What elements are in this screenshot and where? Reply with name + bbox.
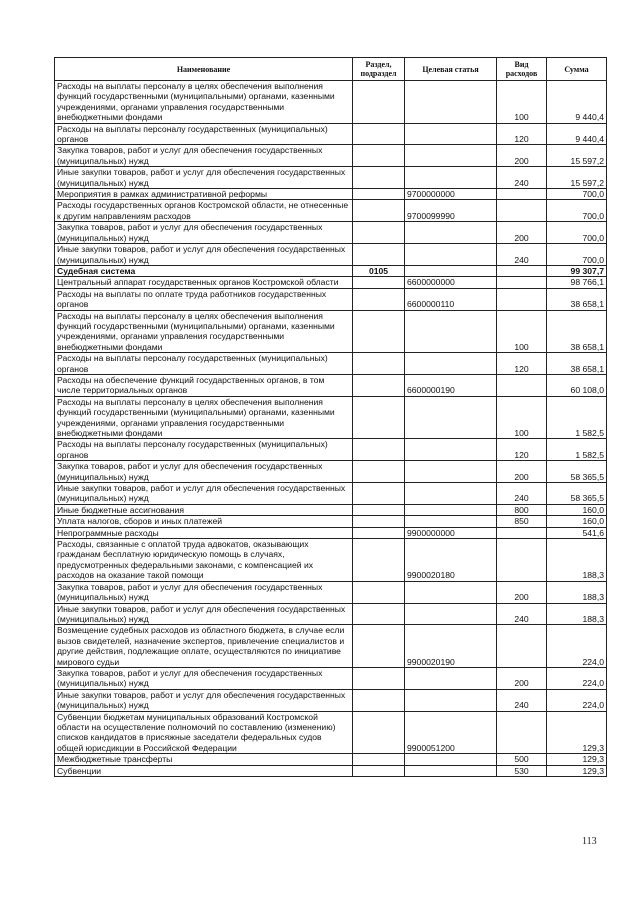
- table-row: [55, 244, 607, 266]
- table-row: [55, 123, 607, 145]
- cell-section: [353, 711, 405, 754]
- cell-sum: 224,0: [547, 689, 607, 711]
- cell-name: Иные закупки товаров, работ и услуг для обеспечения государственных (муниципальных) нужд: [55, 483, 353, 505]
- cell-section: [353, 189, 405, 200]
- cell-section: [353, 483, 405, 505]
- cell-type: 240: [497, 483, 547, 505]
- budget-table: [54, 57, 607, 777]
- cell-target: [405, 516, 497, 527]
- cell-name: Иные закупки товаров, работ и услуг для обеспечения государственных (муниципальных) нужд: [55, 244, 353, 266]
- cell-section: [353, 123, 405, 145]
- cell-sum: 99 307,7: [547, 265, 607, 276]
- cell-type: 200: [497, 581, 547, 603]
- cell-target: [405, 81, 497, 124]
- cell-sum: 9 440,4: [547, 81, 607, 124]
- cell-section: [353, 603, 405, 625]
- table-row: [55, 81, 607, 124]
- cell-type: [497, 374, 547, 396]
- cell-section: [353, 244, 405, 266]
- cell-target: 6600000110: [405, 288, 497, 310]
- cell-target: [405, 265, 497, 276]
- table-row: [55, 145, 607, 167]
- cell-name: Закупка товаров, работ и услуг для обеспечения государственных (муниципальных) нужд: [55, 145, 353, 167]
- table-row: [55, 667, 607, 689]
- cell-section: [353, 374, 405, 396]
- cell-sum: 58 365,5: [547, 483, 607, 505]
- cell-target: 6600000000: [405, 277, 497, 288]
- cell-target: [405, 145, 497, 167]
- cell-section: [353, 689, 405, 711]
- table-row: [55, 167, 607, 189]
- table-row: [55, 288, 607, 310]
- table-row: [55, 625, 607, 668]
- cell-sum: 9 440,4: [547, 123, 607, 145]
- cell-section: [353, 439, 405, 461]
- table-row: [55, 439, 607, 461]
- cell-sum: 700,0: [547, 222, 607, 244]
- cell-section: [353, 504, 405, 515]
- cell-name: Расходы на выплаты персоналу в целях обеспечения выполнения функций государственными (муниципальными) органами, казенными учреждениями, органами управления государственными внебюджетными фондами: [55, 81, 353, 124]
- cell-name: Субвенции: [55, 765, 353, 776]
- cell-type: 800: [497, 504, 547, 515]
- cell-sum: 188,3: [547, 603, 607, 625]
- table-row: [55, 189, 607, 200]
- cell-type: 500: [497, 754, 547, 765]
- cell-section: [353, 516, 405, 527]
- cell-type: 200: [497, 145, 547, 167]
- header-section: Раздел, подраздел: [353, 58, 405, 81]
- cell-section: [353, 145, 405, 167]
- header-sum: Сумма: [547, 58, 607, 81]
- cell-name: Расходы, связанные с оплатой труда адвокатов, оказывающих гражданам бесплатную юридическую помощь в случаях, предусмотренных федеральными законами, с компенсацией их расходов на оказание такой помощи: [55, 539, 353, 582]
- cell-name: Закупка товаров, работ и услуг для обеспечения государственных (муниципальных) нужд: [55, 222, 353, 244]
- cell-section: [353, 396, 405, 439]
- table-row: [55, 765, 607, 776]
- table-row: [55, 396, 607, 439]
- cell-type: 240: [497, 603, 547, 625]
- cell-section: [353, 200, 405, 222]
- cell-name: Закупка товаров, работ и услуг для обеспечения государственных (муниципальных) нужд: [55, 461, 353, 483]
- cell-target: [405, 603, 497, 625]
- cell-name: Закупка товаров, работ и услуг для обеспечения государственных (муниципальных) нужд: [55, 581, 353, 603]
- cell-sum: 700,0: [547, 189, 607, 200]
- cell-sum: 188,3: [547, 539, 607, 582]
- cell-sum: 38 658,1: [547, 310, 607, 353]
- header-name: Наименование: [55, 58, 353, 81]
- cell-section: 0105: [353, 265, 405, 276]
- cell-sum: 38 658,1: [547, 288, 607, 310]
- cell-target: 9900020180: [405, 539, 497, 582]
- cell-section: [353, 581, 405, 603]
- cell-name: Расходы на выплаты персоналу государственных (муниципальных) органов: [55, 439, 353, 461]
- cell-target: [405, 461, 497, 483]
- cell-name: Закупка товаров, работ и услуг для обеспечения государственных (муниципальных) нужд: [55, 667, 353, 689]
- cell-target: 9900020190: [405, 625, 497, 668]
- cell-sum: 188,3: [547, 581, 607, 603]
- cell-name: Иные закупки товаров, работ и услуг для обеспечения государственных (муниципальных) нужд: [55, 167, 353, 189]
- cell-sum: 1 582,5: [547, 439, 607, 461]
- cell-sum: 224,0: [547, 625, 607, 668]
- header-target: Целевая статья: [405, 58, 497, 81]
- cell-type: 530: [497, 765, 547, 776]
- table-row: [55, 581, 607, 603]
- table-row: [55, 516, 607, 527]
- cell-sum: 38 658,1: [547, 353, 607, 375]
- cell-type: [497, 527, 547, 538]
- table-row: [55, 603, 607, 625]
- cell-section: [353, 765, 405, 776]
- cell-target: 9700099990: [405, 200, 497, 222]
- table-row: [55, 374, 607, 396]
- cell-section: [353, 527, 405, 538]
- cell-target: [405, 353, 497, 375]
- table-row: [55, 277, 607, 288]
- cell-type: 200: [497, 667, 547, 689]
- cell-type: 240: [497, 244, 547, 266]
- cell-type: 240: [497, 167, 547, 189]
- cell-type: 100: [497, 310, 547, 353]
- cell-target: [405, 504, 497, 515]
- cell-target: [405, 439, 497, 461]
- cell-type: [497, 200, 547, 222]
- cell-section: [353, 539, 405, 582]
- cell-name: Мероприятия в рамках административной реформы: [55, 189, 353, 200]
- cell-name: Иные закупки товаров, работ и услуг для обеспечения государственных (муниципальных) нужд: [55, 689, 353, 711]
- cell-type: 200: [497, 461, 547, 483]
- cell-target: [405, 244, 497, 266]
- cell-name: Уплата налогов, сборов и иных платежей: [55, 516, 353, 527]
- table-body: [55, 81, 607, 777]
- cell-section: [353, 288, 405, 310]
- cell-section: [353, 167, 405, 189]
- cell-section: [353, 625, 405, 668]
- cell-sum: 58 365,5: [547, 461, 607, 483]
- cell-name: Иные бюджетные ассигнования: [55, 504, 353, 515]
- cell-type: [497, 277, 547, 288]
- cell-section: [353, 222, 405, 244]
- cell-name: Расходы на выплаты персоналу государственных (муниципальных) органов: [55, 353, 353, 375]
- cell-target: [405, 396, 497, 439]
- cell-type: 120: [497, 353, 547, 375]
- cell-sum: 129,3: [547, 765, 607, 776]
- table-header-row: [55, 58, 607, 81]
- cell-target: 9900000000: [405, 527, 497, 538]
- cell-name: Расходы на выплаты по оплате труда работников государственных органов: [55, 288, 353, 310]
- cell-type: 240: [497, 689, 547, 711]
- cell-name: Возмещение судебных расходов из областного бюджета, в случае если вызов свидетелей, назначение экспертов, привлечение специалистов и другие действия, подлежащие оплате, осуществляются по инициативе мирового судьи: [55, 625, 353, 668]
- cell-target: [405, 754, 497, 765]
- cell-section: [353, 353, 405, 375]
- cell-type: [497, 539, 547, 582]
- cell-section: [353, 461, 405, 483]
- cell-sum: 15 597,2: [547, 167, 607, 189]
- cell-target: [405, 310, 497, 353]
- cell-type: [497, 265, 547, 276]
- cell-type: 120: [497, 123, 547, 145]
- table-row: [55, 461, 607, 483]
- table-row: [55, 539, 607, 582]
- cell-target: 9900051200: [405, 711, 497, 754]
- cell-name: Расходы на выплаты персоналу государственных (муниципальных) органов: [55, 123, 353, 145]
- table-row: [55, 504, 607, 515]
- cell-target: [405, 667, 497, 689]
- header-type: Вид расходов: [497, 58, 547, 81]
- table-row: [55, 200, 607, 222]
- cell-name: Расходы на выплаты персоналу в целях обеспечения выполнения функций государственными (муниципальными) органами, казенными учреждениями, органами управления государственными внебюджетными фондами: [55, 310, 353, 353]
- cell-section: [353, 754, 405, 765]
- cell-sum: 15 597,2: [547, 145, 607, 167]
- cell-sum: 160,0: [547, 516, 607, 527]
- cell-type: [497, 625, 547, 668]
- cell-sum: 129,3: [547, 754, 607, 765]
- cell-name: Центральный аппарат государственных органов Костромской области: [55, 277, 353, 288]
- table-row: [55, 754, 607, 765]
- table-row: [55, 527, 607, 538]
- table-row: [55, 265, 607, 276]
- cell-target: [405, 483, 497, 505]
- cell-target: [405, 765, 497, 776]
- cell-sum: 541,6: [547, 527, 607, 538]
- cell-type: [497, 189, 547, 200]
- cell-type: [497, 711, 547, 754]
- cell-section: [353, 667, 405, 689]
- cell-name: Субвенции бюджетам муниципальных образований Костромской области на осуществление полномочий по составлению (изменению) списков кандидатов в присяжные заседатели федеральных судов общей юрисдикции в Российской Федерации: [55, 711, 353, 754]
- cell-target: [405, 689, 497, 711]
- cell-target: 9700000000: [405, 189, 497, 200]
- cell-target: [405, 581, 497, 603]
- cell-section: [353, 81, 405, 124]
- page-number: 113: [582, 836, 597, 847]
- cell-name: Расходы на выплаты персоналу в целях обеспечения выполнения функций государственными (муниципальными) органами, казенными учреждениями, органами управления государственными внебюджетными фондами: [55, 396, 353, 439]
- cell-sum: 60 108,0: [547, 374, 607, 396]
- cell-sum: 224,0: [547, 667, 607, 689]
- cell-sum: 1 582,5: [547, 396, 607, 439]
- cell-sum: 160,0: [547, 504, 607, 515]
- cell-type: [497, 288, 547, 310]
- cell-sum: 700,0: [547, 244, 607, 266]
- cell-name: Судебная система: [55, 265, 353, 276]
- cell-name: Межбюджетные трансферты: [55, 754, 353, 765]
- cell-type: 120: [497, 439, 547, 461]
- cell-target: 6600000190: [405, 374, 497, 396]
- cell-target: [405, 167, 497, 189]
- table-row: [55, 483, 607, 505]
- table-row: [55, 353, 607, 375]
- cell-sum: 98 766,1: [547, 277, 607, 288]
- table-row: [55, 711, 607, 754]
- cell-section: [353, 277, 405, 288]
- cell-name: Иные закупки товаров, работ и услуг для обеспечения государственных (муниципальных) нужд: [55, 603, 353, 625]
- cell-sum: 129,3: [547, 711, 607, 754]
- cell-type: 100: [497, 81, 547, 124]
- cell-sum: 700,0: [547, 200, 607, 222]
- table-row: [55, 222, 607, 244]
- cell-target: [405, 222, 497, 244]
- cell-type: 850: [497, 516, 547, 527]
- cell-name: Непрограммные расходы: [55, 527, 353, 538]
- table-row: [55, 310, 607, 353]
- cell-section: [353, 310, 405, 353]
- cell-target: [405, 123, 497, 145]
- cell-name: Расходы на обеспечение функций государственных органов, в том числе территориальных органов: [55, 374, 353, 396]
- cell-type: 200: [497, 222, 547, 244]
- table-row: [55, 689, 607, 711]
- cell-type: 100: [497, 396, 547, 439]
- cell-name: Расходы государственных органов Костромской области, не отнесенные к другим направлениям расходов: [55, 200, 353, 222]
